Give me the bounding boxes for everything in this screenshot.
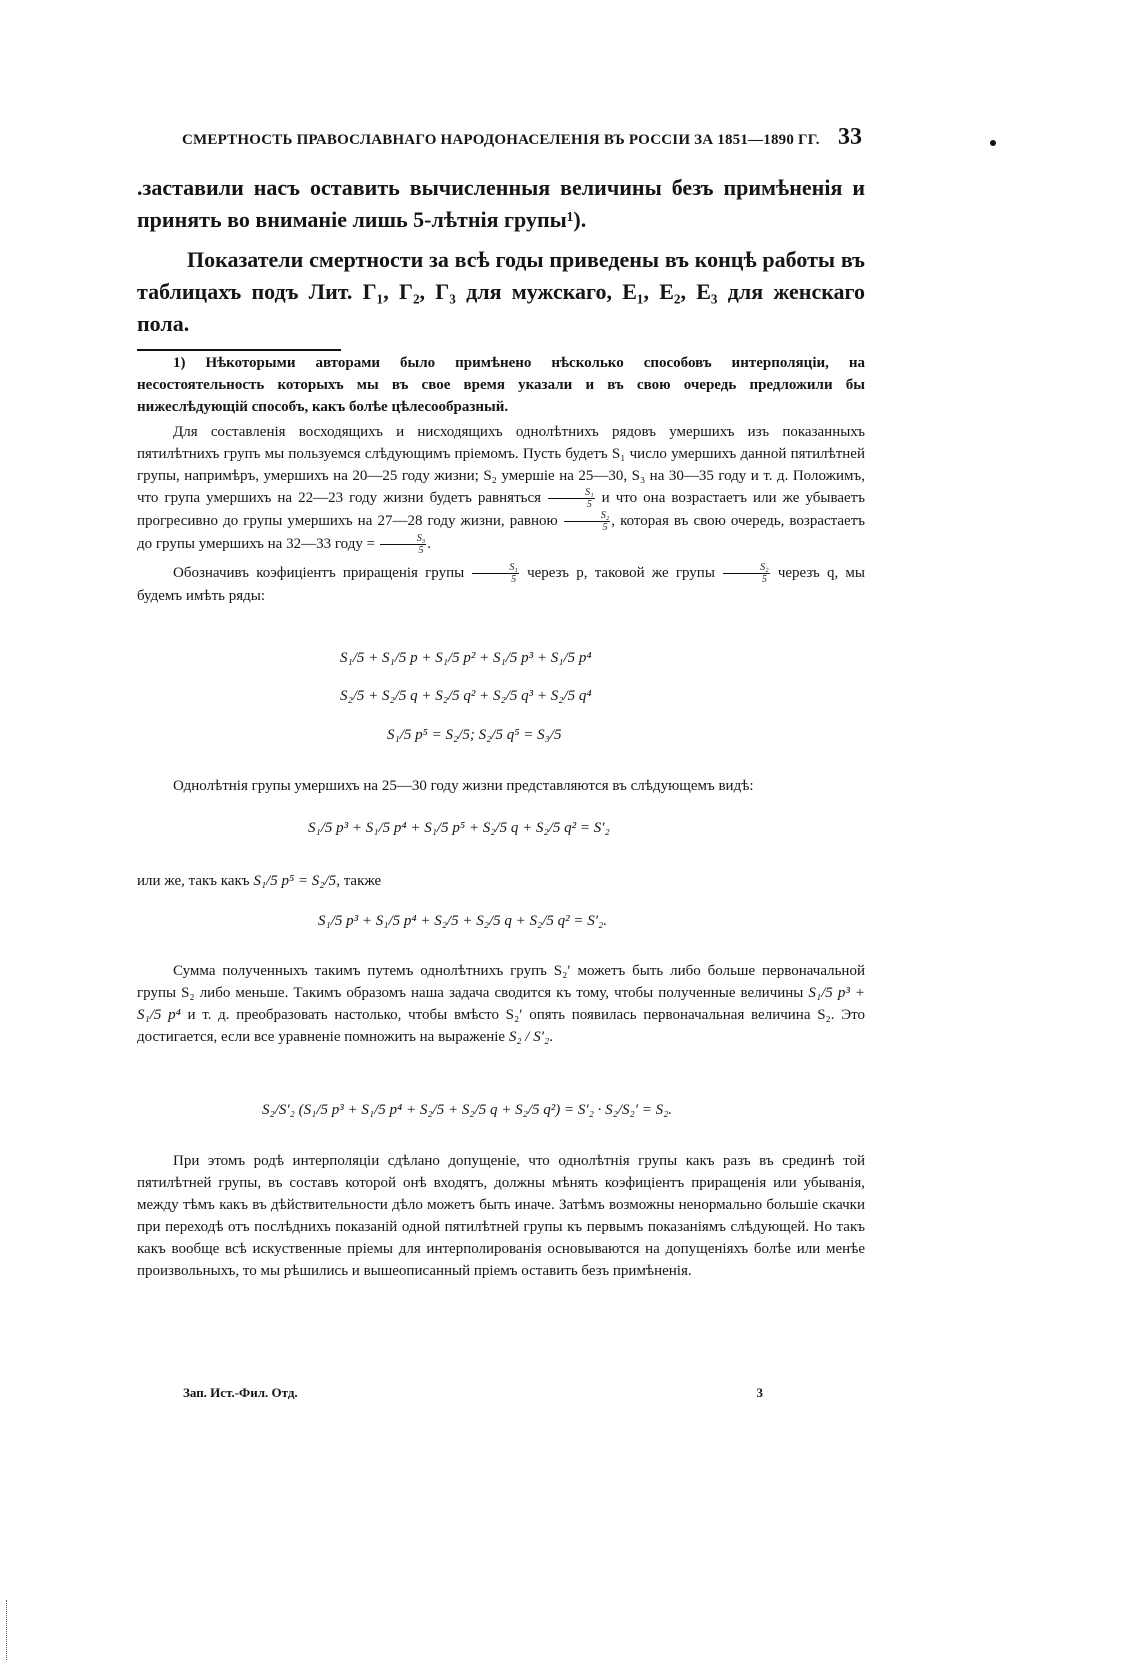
fn-text: Сумма полученныхъ такимъ путемъ однолѣтнихъ групъ S₂′ можетъ быть либо больше первоначальной групы S₂ либо меньше. Такимъ образомъ наша задача сводится къ тому, чтобы полученные величины (137, 963, 865, 1001)
series-row-1: S₁/5 + S₁/5 p + S₁/5 p² + S₁/5 p³ + S₁/5 p⁴ (340, 650, 592, 666)
footnote-block-3 (137, 870, 865, 892)
fraction (723, 562, 769, 585)
main-text (137, 172, 865, 340)
fraction (380, 533, 426, 556)
footnote-paragraph-6: Сумма полученныхъ такимъ путемъ однолѣтнихъ групъ S₂′ можетъ быть либо больше первоначальной групы S₂ либо меньше. Такимъ образомъ наша задача сводится къ тому, чтобы полученные величины S₁/5 p³ + S₁/5 p⁴ и т. д. преобразовать настолько, чтобы вмѣсто S₂′ опять появилась первоначальная величина S₂. Это достигается, если все уравненіе помножить на выраженіе S₂ / S′₂. (137, 963, 865, 1045)
margin-dot (990, 140, 996, 146)
signature-mark: Зап. Ист.-Фил. Отд. (183, 1385, 298, 1400)
footnote-paragraph-5 (137, 870, 865, 892)
signature-number: 3 (756, 1385, 763, 1400)
footnote-block-5 (137, 1150, 865, 1282)
footnote-block (137, 352, 865, 607)
footnote-paragraph-2: Для составленія восходящихъ и нисходящихъ однолѣтнихъ рядовъ умершихъ изъ показанныхъ пятилѣтнихъ групъ мы пользуемся слѣдующимъ пріемомъ. Пусть будетъ S₁ число умершихъ данной пятилѣтней групы, напримѣръ, умершихъ на 20—25 году жизни; S₂ умершіе на 25—30, S₃ на 30—35 году и т. д. Положимъ, что група умершихъ на 22—23 году жизни будетъ равняться $\frac{\text{S₁}}{5}$ и что она возрастаетъ или же убываетъ прогресивно до групы умершихъ на 27—28 году жизни, равною $\frac{\text{S₂}}{5}$ , которая въ свою очередь, возрастаетъ до групы умершихъ на 32—33 году = $\frac{\text{S₃}}{5}$ . (137, 424, 866, 557)
fraction-numerator: S₁ (548, 487, 594, 499)
fraction-denominator: 5 (511, 574, 517, 586)
page-footer (183, 1385, 763, 1401)
inline-equation: S₁/5 p³ + S₁/5 p⁴ (137, 985, 865, 1023)
footnote-block-4 (137, 960, 865, 1048)
footnote-rule (137, 349, 341, 351)
fraction-denominator: 5 (586, 499, 592, 511)
fn-text: или же, такъ какъ (137, 873, 250, 889)
footnote-paragraph-3 (137, 562, 865, 607)
footnote-block-2 (137, 775, 865, 797)
equation-s2-prime: S₁/5 p³ + S₁/5 p⁴ + S₁/5 p⁵ + S₂/5 q + S₂/5 q² = S′₂ (308, 820, 610, 836)
fn-text: черезъ p, таковой же групы (527, 565, 715, 582)
scan-edge-marks (6, 1600, 10, 1660)
fraction (548, 487, 594, 510)
equation-s2-prime-alt: S₁/5 p³ + S₁/5 p⁴ + S₂/5 + S₂/5 q + S₂/5 q² = S′₂. (318, 913, 607, 929)
fraction-numerator: S₂ (564, 510, 610, 522)
running-head: СМЕРТНОСТЬ ПРАВОСЛАВНАГО НАРОДОНАСЕЛЕНІЯ ВЪ РОССІИ ЗА 1851—1890 ГГ. (182, 132, 820, 148)
footnote-paragraph-1: 1) Нѣкоторыми авторами было примѣнено нѣсколько способовъ интерполяціи, на несостоятельность которыхъ мы въ свое время указали и въ свою очередь предложили бы нижеслѣдующій способъ, какъ болѣе цѣлесообразный. (137, 355, 865, 415)
page-number: 33 (838, 124, 862, 150)
inline-equation: S₁/5 p⁵ = S₂/5 (253, 873, 337, 889)
equation-normalized: S₂/S′₂ (S₁/5 p³ + S₁/5 p⁴ + S₂/5 + S₂/5 q + S₂/5 q²) = S′₂ · S₂/S₂′ = S₂. (262, 1102, 673, 1118)
main-paragraph-2: Показатели смертности за всѣ годы приведены въ концѣ работы въ таблицахъ подъ Лит. Г₁, Г₂, Г₃ для мужскаго, Е₁, Е₂, Е₃ для женскаго пола. (137, 247, 865, 336)
footnote-paragraph-4: Однолѣтнія групы умершихъ на 25—30 году жизни представляются въ слѣдующемъ видѣ: (173, 778, 754, 794)
fn-text: Обозначивъ коэфиціентъ приращенія групы (173, 565, 465, 582)
series-row-3: S₁/5 p⁵ = S₂/5; S₂/5 q⁵ = S₃/5 (387, 727, 562, 743)
fn-text: , также (336, 873, 382, 889)
inline-equation: S₂ / S′₂ (508, 1029, 550, 1045)
fraction (564, 510, 610, 533)
fraction-numerator: S₁ (472, 562, 518, 574)
fn-text: и что она возрастаетъ или же убываетъ прогресивно до групы умершихъ на 27—28 году жизни, равною (137, 490, 866, 530)
fn-text: черезъ q, мы будемъ имѣть ряды: (137, 565, 866, 605)
series-row-2: S₂/5 + S₂/5 q + S₂/5 q² + S₂/5 q³ + S₂/5 q⁴ (340, 688, 592, 704)
fraction-denominator: 5 (602, 522, 608, 534)
fraction (472, 562, 518, 585)
fn-text: Для составленія восходящихъ и нисходящихъ однолѣтнихъ рядовъ умершихъ изъ показанныхъ пятилѣтнихъ групъ мы пользуемся слѣдующимъ пріемомъ. Пусть будетъ S₁ число умершихъ данной пятилѣтней групы, напримѣръ, умершихъ на 20—25 году жизни; S₂ умершіе на 25—30, S₃ на 30—35 году и т. д. Положимъ, что група умершихъ на 22—23 году жизни будетъ равняться (137, 424, 865, 506)
fraction-numerator: S₃ (380, 533, 426, 545)
fn-text: , которая въ свою очередь, возрастаетъ до групы умершихъ на 32—33 году = (137, 513, 866, 553)
main-paragraph-1: .заставили насъ оставить вычисленныя величины безъ примѣненія и принять во вниманіе лишь 5-лѣтнія групы¹). (137, 175, 865, 232)
page-header (182, 124, 862, 151)
fn-text: и т. д. преобразовать настолько, чтобы вмѣсто S₂′ опять появилась первоначальная величина S₂. Это достигается, если все уравненіе помножить на выраженіе (137, 1007, 865, 1045)
fraction-denominator: 5 (418, 545, 424, 557)
fraction-numerator: S₂ (723, 562, 769, 574)
fraction-denominator: 5 (761, 574, 767, 586)
footnote-paragraph-7: При этомъ родѣ интерполяціи сдѣлано допущеніе, что однолѣтнія групы какъ разъ въ срединѣ той пятилѣтней групы, въ составъ которой онѣ входятъ, должны мѣнять коэфиціентъ приращенія или убыванія, между тѣмъ какъ въ дѣйствительности дѣло можетъ быть иначе. Затѣмъ возможны ненормально большіе скачки при переходѣ отъ послѣднихъ показаній одной пятилѣтней групы къ первымъ показаніямъ слѣдующей. Но такъ какъ вообще всѣ искуственные пріемы для интерполированія основываются на допущеніяхъ болѣе или менѣе произвольныхъ, то мы рѣшились и вышеописанный пріемъ оставить безъ примѣненія. (137, 1153, 865, 1279)
